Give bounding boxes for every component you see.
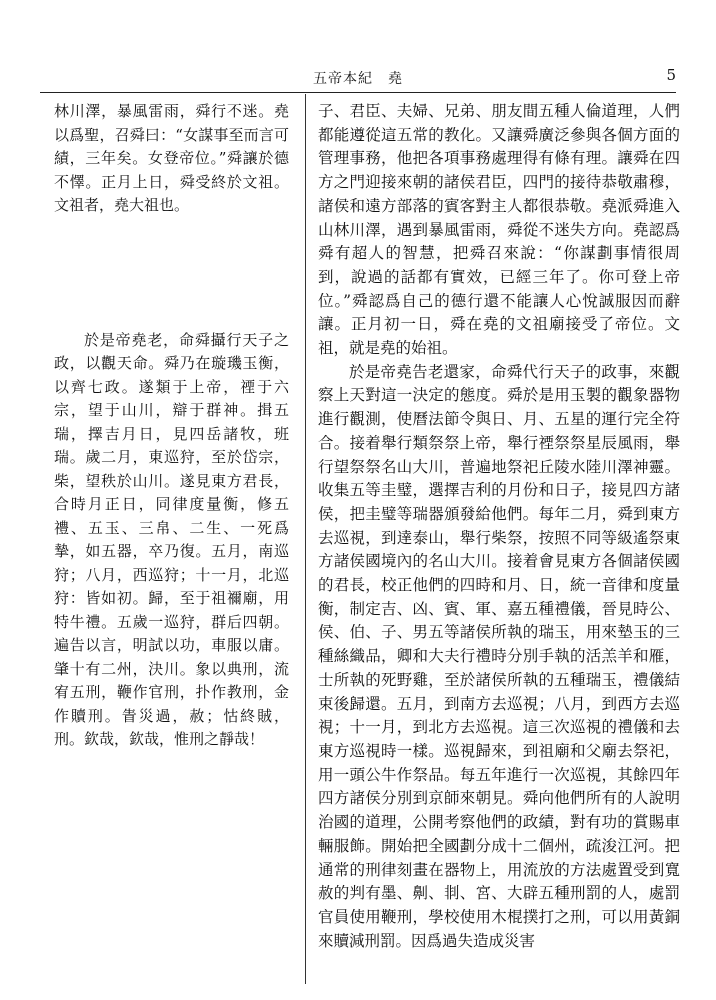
translation-column — [318, 100, 680, 953]
original-paragraph: 於是帝堯老，命舜攝行天子之政，以觀天命。舜乃在璇璣玉衡，以齊七政。遂類于上帝，禋于六宗，望于山川，辯于群神。揖五瑞，擇吉月日，見四岳諸牧，班瑞。歲二月，東巡狩，至於岱宗，柴，望秩於山川。遂見東方君長，合時月正日，同律度量衡，修五禮、五玉、三帛、二生、一死爲摯，如五器，卒乃復。五月，南巡狩；八月，西巡狩；十一月，北巡狩：皆如初。歸，至于祖禰廟，用特牛禮。五歲一巡狩，群后四朝。遍告以言，明試以功，車服以庸。肇十有二州，決川。象以典刑，流宥五刑，鞭作官刑，扑作教刑，金作贖刑。眚災過，赦；怙終賊，刑。欽哉，欽哉，惟刑之靜哉！ — [54, 330, 289, 748]
page-header — [40, 66, 676, 88]
original-text-column — [54, 100, 289, 752]
translation-paragraph: 於是帝堯告老還家，命舜代行天子的政事，來觀察上天對這一決定的態度。舜於是用玉製的觀象器物進行觀測，使曆法節令與日、月、五星的運行完全符合。接着舉行類祭祭上帝，舉行禋祭祭星辰風雨，舉行望祭祭名山大川，普遍地祭祀丘陵水陸川澤神靈。收集五等圭璧，選擇吉利的月份和日子，接見四方諸侯，把圭璧等瑞器頒發給他們。每年二月，舜到東方去巡視，到達泰山，舉行柴祭，按照不同等級遙祭東方諸侯國境內的名山大川。接着會見東方各個諸侯國的君長，校正他們的四時和月、日，統一音律和度量衡，制定吉、凶、賓、軍、嘉五種禮儀，晉見時公、侯、伯、子、男五等諸侯所執的瑞玉，用來墊玉的三種絲織品，卿和大夫行禮時分別手執的活羔羊和雁，士所執的死野雞，至於諸侯所執的五種瑞玉，禮儀結束後歸還。五月，到南方去巡視；八月，到西方去巡視；十一月，到北方去巡視。這三次巡視的禮儀和去東方巡視時一樣。巡視歸來，到祖廟和父廟去祭祀，用一頭公牛作祭品。每五年進行一次巡視，其餘四年四方諸侯分別到京師來朝見。舜向他們所有的人說明治國的道理，公開考察他們的政績，對有功的賞賜車輛服飾。開始把全國劃分成十二個州，疏浚江河。把通常的刑律刻畫在器物上，用流放的方法處置受到寬赦的判有墨、劓、剕、宮、大辟五種刑罰的人，處罰官員使用鞭刑，學校使用木棍撲打之刑，可以用黃銅來贖減刑罰。因爲過失造成災害 — [318, 362, 680, 950]
translation-paragraph: 子、君臣、夫婦、兄弟、朋友間五種人倫道理，人們都能遵從這五常的教化。又讓舜廣泛參與各個方面的管理事務，他把各項事務處理得有條有理。讓舜在四方之門迎接來朝的諸侯君臣，四門的接待恭敬肅穆，諸侯和遠方部落的賓客對主人都很恭敬。堯派舜進入山林川澤，遇到暴風雷雨，舜從不迷失方向。堯認爲舜有超人的智慧，把舜召來說：“你謀劃事情很周到，說過的話都有實效，已經三年了。你可登上帝位。”舜認爲自己的德行還不能讓人心悅誠服因而辭讓。正月初一日，舜在堯的文祖廟接受了帝位。文祖，就是堯的始祖。 — [318, 102, 680, 358]
original-paragraph: 林川澤，暴風雷雨，舜行不迷。堯以爲聖，召舜曰：“女謀事至而言可績，三年矣。女登帝位。”舜讓於德不懌。正月上日，舜受終於文祖。文祖者，堯大祖也。 — [54, 102, 289, 214]
page-number: 5 — [666, 66, 676, 84]
column-divider — [305, 94, 306, 984]
running-title: 五帝本紀 堯 — [313, 71, 403, 87]
header-rule — [40, 92, 676, 93]
